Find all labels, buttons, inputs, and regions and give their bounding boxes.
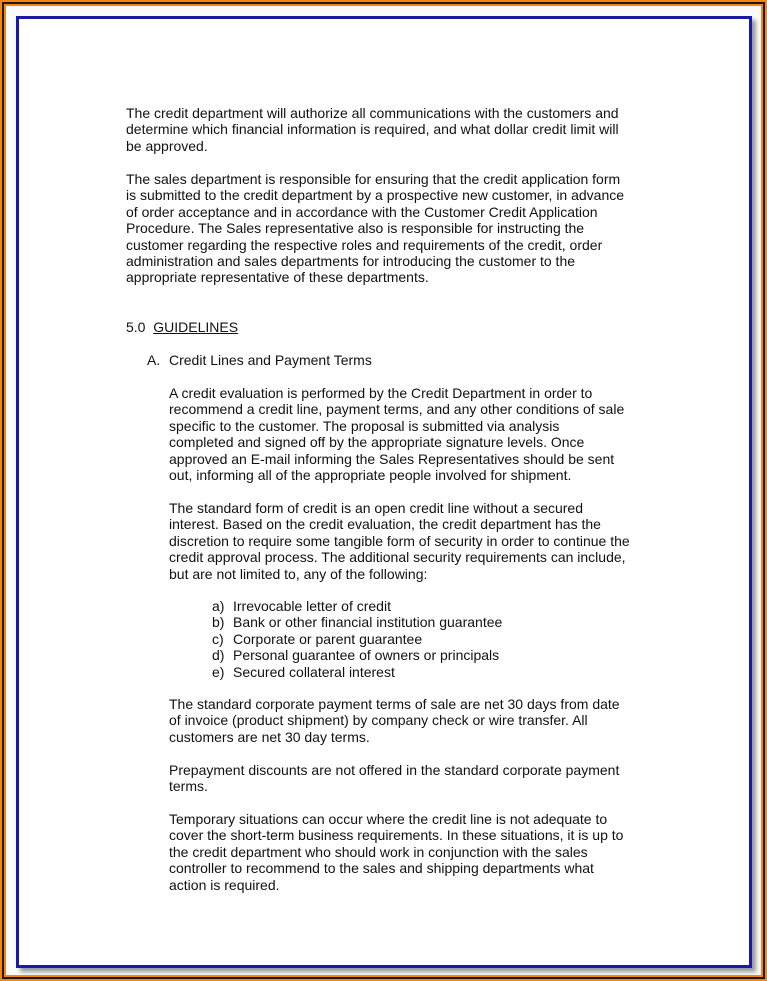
text-line: recommend a credit line, payment terms, and any other conditions of sale (169, 401, 625, 418)
text-line: interest. Based on the credit evaluation, the credit department has the (169, 516, 601, 533)
text-line: administration and sales departments for introducing the customer to the (126, 253, 576, 270)
text-line: The credit department will authorize all communications with the customers and (126, 105, 619, 121)
text-line: specific to the customer. The proposal is submitted via analysis (169, 417, 560, 434)
text-line: The standard form of credit is an open credit line without a secured (169, 500, 583, 516)
text-line: of invoice (product shipment) by company check or wire transfer. All (169, 712, 588, 729)
list-text: Irrevocable letter of credit (233, 598, 391, 614)
list-text: Secured collateral interest (233, 663, 395, 680)
section-heading (126, 319, 238, 335)
text-line: Temporary situations can occur where the credit line is not adequate to (169, 811, 608, 827)
paragraph-credit-evaluation (169, 385, 624, 483)
list-marker: e) (212, 663, 225, 680)
list-marker: a) (212, 598, 225, 614)
text-line: completed and signed off by the appropriate signature levels. Once (169, 434, 585, 451)
paragraph-payment-terms (169, 696, 620, 745)
text-line: A credit evaluation is performed by the Credit Department in order to (169, 385, 593, 401)
text-line: Prepayment discounts are not offered in the standard corporate payment (169, 762, 620, 778)
list-marker: c) (212, 630, 224, 647)
list-item (212, 664, 502, 680)
text-line: approved an E-mail informing the Sales Representatives should be sent (169, 450, 615, 467)
text-line: is submitted to the credit department by a prospective new customer, in advance (126, 187, 625, 204)
text-line: cover the short-term business requirements. In these situations, it is up to (169, 827, 624, 844)
paragraph-sales-responsibility (126, 171, 624, 286)
list-item (212, 614, 502, 630)
subsection-letter: A. (147, 352, 161, 368)
list-marker: d) (212, 647, 225, 664)
text-line: controller to recommend to the sales and shipping departments what (169, 860, 594, 877)
subsection-title: Credit Lines and Payment Terms (169, 352, 372, 368)
list-marker: b) (212, 614, 225, 631)
paragraph-prepayment (169, 762, 619, 795)
list-item (212, 631, 502, 647)
list-text: Bank or other financial institution guarantee (233, 614, 503, 631)
list-text: Personal guarantee of owners or principals (233, 647, 500, 664)
text-line: determine which financial information is required, and what dollar credit limit will (126, 121, 619, 138)
subsection-heading (147, 352, 372, 368)
text-line: Procedure. The Sales representative also is responsible for instructing the (126, 220, 585, 237)
text-line: appropriate representative of these departments. (126, 269, 429, 286)
text-line: customer regarding the respective roles and requirements of the credit, order (126, 236, 603, 253)
paragraph-standard-credit (169, 500, 630, 582)
text-line: but are not limited to, any of the following: (169, 565, 428, 582)
text-line: credit approval process. The additional security requirements can include, (169, 549, 626, 566)
paragraph-credit-authorization (126, 105, 619, 154)
paragraph-temporary-situations (169, 811, 623, 893)
list-item (212, 647, 502, 663)
text-line: The sales department is responsible for ensuring that the credit application form (126, 171, 621, 187)
list-item (212, 598, 502, 614)
list-text: Corporate or parent guarantee (233, 630, 423, 647)
text-line: The standard corporate payment terms of sale are net 30 days from date (169, 696, 620, 712)
text-line: be approved. (126, 137, 208, 154)
security-list (212, 598, 502, 680)
text-line: action is required. (169, 876, 280, 893)
text-line: out, informing all of the appropriate people involved for shipment. (169, 467, 572, 484)
text-line: terms. (169, 778, 208, 795)
section-title: GUIDELINES (153, 319, 239, 335)
text-line: of order acceptance and in accordance with the Customer Credit Application (126, 203, 598, 220)
section-number: 5.0 (126, 319, 146, 335)
text-line: the credit department who should work in conjunction with the sales (169, 843, 588, 860)
text-line: discretion to require some tangible form of security in order to continue the (169, 532, 630, 549)
text-line: customers are net 30 day terms. (169, 728, 370, 745)
